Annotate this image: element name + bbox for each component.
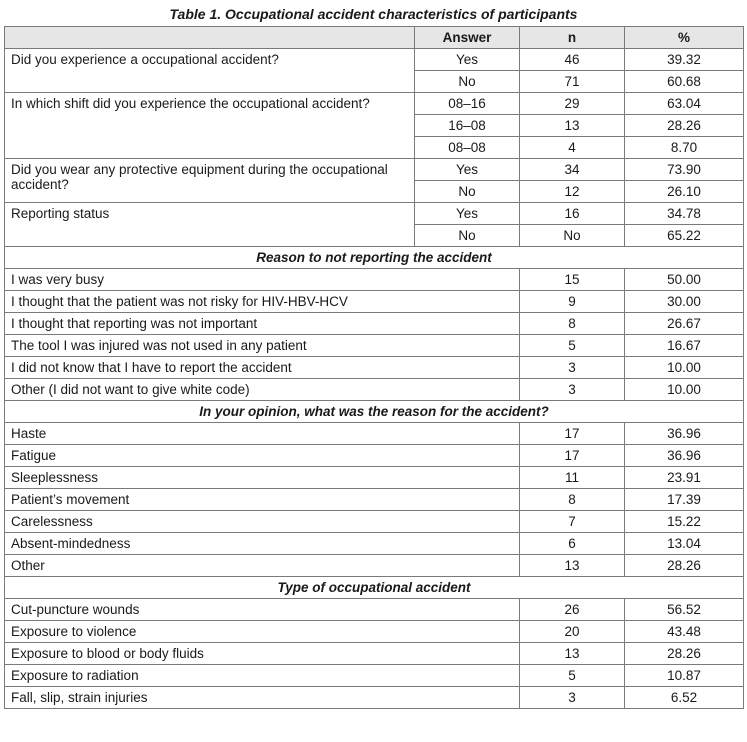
table-row xyxy=(5,489,744,511)
table-row xyxy=(5,621,744,643)
answer-cell: 16–08 xyxy=(415,115,520,137)
n-cell: 13 xyxy=(520,643,625,665)
table-row xyxy=(5,599,744,621)
percent-cell: 36.96 xyxy=(625,445,744,467)
answer-cell: Yes xyxy=(415,49,520,71)
label-cell: The tool I was injured was not used in any patient xyxy=(5,335,520,357)
percent-cell: 50.00 xyxy=(625,269,744,291)
answer-cell: Yes xyxy=(415,203,520,225)
n-cell: 29 xyxy=(520,93,625,115)
answer-cell: 08–08 xyxy=(415,137,520,159)
header-row xyxy=(5,27,744,49)
percent-cell: 26.67 xyxy=(625,313,744,335)
percent-cell: 28.26 xyxy=(625,555,744,577)
label-cell: Absent-mindedness xyxy=(5,533,520,555)
table-row xyxy=(5,379,744,401)
answer-cell: No xyxy=(415,225,520,247)
n-cell: 17 xyxy=(520,445,625,467)
n-cell: 3 xyxy=(520,687,625,709)
table-row xyxy=(5,555,744,577)
percent-cell: 36.96 xyxy=(625,423,744,445)
percent-cell: 10.00 xyxy=(625,379,744,401)
label-cell: I thought that reporting was not important xyxy=(5,313,520,335)
percent-cell: 26.10 xyxy=(625,181,744,203)
header-n: n xyxy=(520,27,625,49)
table-row xyxy=(5,357,744,379)
table-row xyxy=(5,643,744,665)
table-row xyxy=(5,665,744,687)
label-cell: Other (I did not want to give white code) xyxy=(5,379,520,401)
label-cell: Exposure to violence xyxy=(5,621,520,643)
header-question xyxy=(5,27,415,49)
label-cell: Fall, slip, strain injuries xyxy=(5,687,520,709)
occupational-accident-table xyxy=(4,26,744,709)
percent-cell: 65.22 xyxy=(625,225,744,247)
section-title: In your opinion, what was the reason for the accident? xyxy=(5,401,744,423)
percent-cell: 43.48 xyxy=(625,621,744,643)
label-cell: Haste xyxy=(5,423,520,445)
header-percent: % xyxy=(625,27,744,49)
percent-cell: 28.26 xyxy=(625,643,744,665)
n-cell: 5 xyxy=(520,665,625,687)
label-cell: Other xyxy=(5,555,520,577)
label-cell: Carelessness xyxy=(5,511,520,533)
table-row xyxy=(5,313,744,335)
n-cell: 6 xyxy=(520,533,625,555)
percent-cell: 13.04 xyxy=(625,533,744,555)
n-cell: 12 xyxy=(520,181,625,203)
label-cell: Exposure to blood or body fluids xyxy=(5,643,520,665)
label-cell: I thought that the patient was not risky for HIV-HBV-HCV xyxy=(5,291,520,313)
percent-cell: 63.04 xyxy=(625,93,744,115)
n-cell: 11 xyxy=(520,467,625,489)
label-cell: Fatigue xyxy=(5,445,520,467)
label-cell: Patient’s movement xyxy=(5,489,520,511)
table-row xyxy=(5,49,744,71)
n-cell: 7 xyxy=(520,511,625,533)
percent-cell: 6.52 xyxy=(625,687,744,709)
label-cell: I did not know that I have to report the accident xyxy=(5,357,520,379)
table-row xyxy=(5,423,744,445)
section-row xyxy=(5,247,744,269)
percent-cell: 34.78 xyxy=(625,203,744,225)
percent-cell: 60.68 xyxy=(625,71,744,93)
n-cell: 26 xyxy=(520,599,625,621)
table-row xyxy=(5,291,744,313)
table-row xyxy=(5,269,744,291)
question-cell: Reporting status xyxy=(5,203,415,247)
n-cell: 46 xyxy=(520,49,625,71)
percent-cell: 28.26 xyxy=(625,115,744,137)
n-cell: 15 xyxy=(520,269,625,291)
percent-cell: 30.00 xyxy=(625,291,744,313)
n-cell: 9 xyxy=(520,291,625,313)
n-cell: 16 xyxy=(520,203,625,225)
n-cell: 5 xyxy=(520,335,625,357)
n-cell: 13 xyxy=(520,115,625,137)
label-cell: Cut-puncture wounds xyxy=(5,599,520,621)
n-cell: 3 xyxy=(520,379,625,401)
n-cell: 13 xyxy=(520,555,625,577)
answer-cell: No xyxy=(415,71,520,93)
table-body xyxy=(5,49,744,709)
percent-cell: 39.32 xyxy=(625,49,744,71)
percent-cell: 16.67 xyxy=(625,335,744,357)
table-row xyxy=(5,203,744,225)
percent-cell: 23.91 xyxy=(625,467,744,489)
n-cell: 20 xyxy=(520,621,625,643)
section-title: Reason to not reporting the accident xyxy=(5,247,744,269)
n-cell: 17 xyxy=(520,423,625,445)
table-row xyxy=(5,335,744,357)
n-cell: 34 xyxy=(520,159,625,181)
header-answer: Answer xyxy=(415,27,520,49)
table-row xyxy=(5,467,744,489)
n-cell: 4 xyxy=(520,137,625,159)
answer-cell: Yes xyxy=(415,159,520,181)
section-title: Type of occupational accident xyxy=(5,577,744,599)
question-cell: Did you wear any protective equipment during the occupational accident? xyxy=(5,159,415,203)
percent-cell: 10.00 xyxy=(625,357,744,379)
question-cell: In which shift did you experience the occupational accident? xyxy=(5,93,415,159)
n-cell: 71 xyxy=(520,71,625,93)
table-row xyxy=(5,445,744,467)
percent-cell: 15.22 xyxy=(625,511,744,533)
table-row xyxy=(5,159,744,181)
percent-cell: 17.39 xyxy=(625,489,744,511)
label-cell: Exposure to radiation xyxy=(5,665,520,687)
section-row xyxy=(5,577,744,599)
answer-cell: No xyxy=(415,181,520,203)
percent-cell: 8.70 xyxy=(625,137,744,159)
question-cell: Did you experience a occupational accident? xyxy=(5,49,415,93)
table-row xyxy=(5,687,744,709)
label-cell: Sleeplessness xyxy=(5,467,520,489)
n-cell: 8 xyxy=(520,313,625,335)
percent-cell: 10.87 xyxy=(625,665,744,687)
n-cell: No xyxy=(520,225,625,247)
n-cell: 3 xyxy=(520,357,625,379)
percent-cell: 56.52 xyxy=(625,599,744,621)
percent-cell: 73.90 xyxy=(625,159,744,181)
answer-cell: 08–16 xyxy=(415,93,520,115)
n-cell: 8 xyxy=(520,489,625,511)
table-row xyxy=(5,511,744,533)
section-row xyxy=(5,401,744,423)
table-caption: Table 1. Occupational accident characteristics of participants xyxy=(169,6,578,22)
table-row xyxy=(5,533,744,555)
table-row xyxy=(5,93,744,115)
label-cell: I was very busy xyxy=(5,269,520,291)
